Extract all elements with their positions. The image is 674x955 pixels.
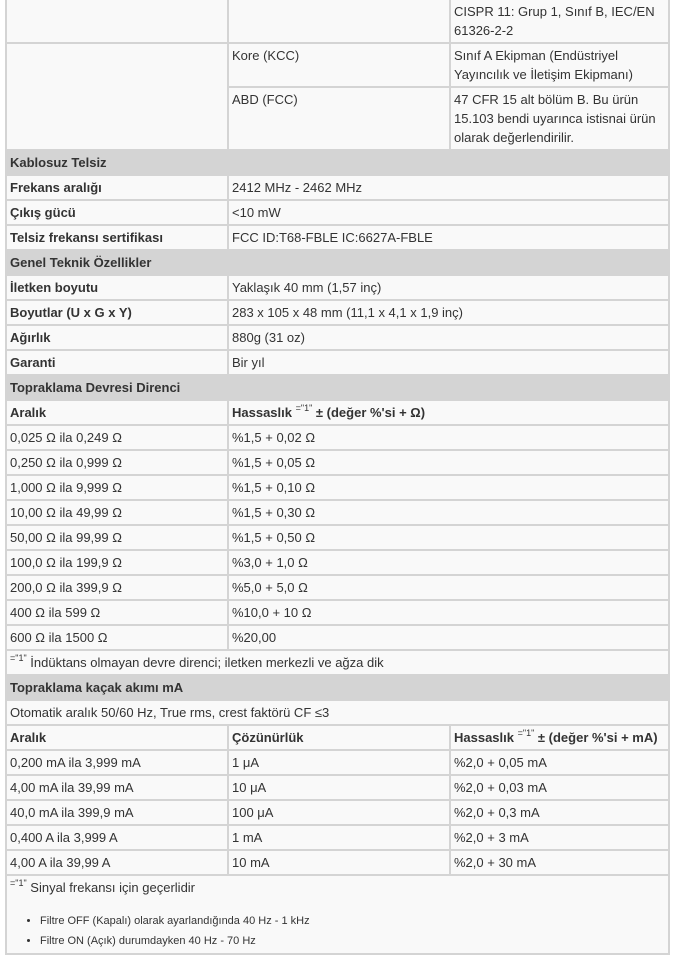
col-header-range: Aralık [7, 726, 227, 749]
accuracy-cell: %1,5 + 0,02 Ω [229, 426, 668, 449]
footnote-mark: ="1" [10, 653, 27, 663]
ground-resistance-footnote-row [7, 651, 668, 674]
regulatory-usa-label: ABD (FCC) [229, 88, 449, 149]
regulatory-region-cell [229, 0, 449, 42]
table-row [7, 476, 668, 499]
regulatory-cispr-value: CISPR 11: Grup 1, Sınıf B, IEC/EN 61326-2-2 [451, 0, 668, 42]
range-cell: 200,0 Ω ila 399,9 Ω [7, 576, 227, 599]
wireless-row [7, 201, 668, 224]
range-cell: 600 Ω ila 1500 Ω [7, 626, 227, 649]
range-cell: 0,025 Ω ila 0,249 Ω [7, 426, 227, 449]
ground-resistance-footnote [7, 651, 668, 674]
range-cell: 100,0 Ω ila 199,9 Ω [7, 551, 227, 574]
range-cell: 50,00 Ω ila 99,99 Ω [7, 526, 227, 549]
range-cell: 4,00 mA ila 39,99 mA [7, 776, 227, 799]
range-cell: 10,00 Ω ila 49,99 Ω [7, 501, 227, 524]
leakage-footnote-row [7, 876, 668, 953]
regulatory-empty-cell [7, 44, 227, 149]
footnote-mark: ="1" [10, 878, 27, 888]
filter-notes-list [10, 911, 665, 951]
general-value: 283 x 105 x 48 mm (11,1 x 4,1 x 1,9 inç) [229, 301, 668, 324]
wireless-title: Kablosuz Telsiz [7, 151, 668, 174]
col-header-resolution: Çözünürlük [229, 726, 449, 749]
section-header-wireless [7, 151, 668, 174]
table-row [7, 426, 668, 449]
range-cell: 0,200 mA ila 3,999 mA [7, 751, 227, 774]
accuracy-cell: %3,0 + 1,0 Ω [229, 551, 668, 574]
table-row [7, 776, 668, 799]
table-row [7, 501, 668, 524]
accuracy-cell: %2,0 + 0,03 mA [451, 776, 668, 799]
ground-resistance-title: Topraklama Devresi Direnci [7, 376, 668, 399]
general-value: Bir yıl [229, 351, 668, 374]
resolution-cell: 10 μA [229, 776, 449, 799]
accuracy-cell: %2,0 + 0,05 mA [451, 751, 668, 774]
range-cell: 4,00 A ila 39,99 A [7, 851, 227, 874]
regulatory-row-korea [7, 44, 668, 86]
accuracy-unit: ± (değer %'si + mA) [537, 730, 658, 745]
footnote-text: İndüktans olmayan devre direnci; iletken merkezli ve ağza dik [30, 655, 384, 670]
table-row [7, 626, 668, 649]
accuracy-cell: %2,0 + 0,3 mA [451, 801, 668, 824]
leakage-title: Topraklama kaçak akımı mA [7, 676, 668, 699]
leakage-footnote [7, 876, 668, 953]
accuracy-cell: %5,0 + 5,0 Ω [229, 576, 668, 599]
list-item: • Filtre OFF (Kapalı) olarak ayarlandığında 40 Hz - 1 kHz [40, 911, 665, 931]
accuracy-footnote-mark: ="1" [295, 403, 313, 413]
range-cell: 1,000 Ω ila 9,999 Ω [7, 476, 227, 499]
resolution-cell: 10 mA [229, 851, 449, 874]
accuracy-cell: %2,0 + 3 mA [451, 826, 668, 849]
regulatory-usa-value: 47 CFR 15 alt bölüm B. Bu ürün 15.103 bendi uyarınca istisnai ürün olarak değerlendirilir. [451, 88, 668, 149]
accuracy-cell: %2,0 + 30 mA [451, 851, 668, 874]
accuracy-unit: ± (değer %'si + Ω) [315, 405, 426, 420]
general-label: İletken boyutu [7, 276, 227, 299]
resolution-cell: 1 mA [229, 826, 449, 849]
wireless-value: 2412 MHz - 2462 MHz [229, 176, 668, 199]
wireless-label: Çıkış gücü [7, 201, 227, 224]
accuracy-label: Hassaslık [454, 730, 514, 745]
wireless-row [7, 176, 668, 199]
ground-resistance-header-row [7, 401, 668, 424]
wireless-label: Telsiz frekansı sertifikası [7, 226, 227, 249]
col-header-range: Aralık [7, 401, 227, 424]
wireless-label: Frekans aralığı [7, 176, 227, 199]
general-row [7, 301, 668, 324]
section-header-general [7, 251, 668, 274]
accuracy-cell: %1,5 + 0,05 Ω [229, 451, 668, 474]
wireless-value: FCC ID:T68-FBLE IC:6627A-FBLE [229, 226, 668, 249]
leakage-subtitle: Otomatik aralık 50/60 Hz, True rms, crest faktörü CF ≤3 [7, 701, 668, 724]
accuracy-cell: %20,00 [229, 626, 668, 649]
wireless-row [7, 226, 668, 249]
col-header-accuracy [451, 726, 668, 749]
table-row [7, 801, 668, 824]
accuracy-label: Hassaslık [232, 405, 292, 420]
table-row [7, 751, 668, 774]
general-value: 880g (31 oz) [229, 326, 668, 349]
section-header-leakage [7, 676, 668, 699]
accuracy-cell: %1,5 + 0,50 Ω [229, 526, 668, 549]
range-cell: 0,400 A ila 3,999 A [7, 826, 227, 849]
range-cell: 0,250 Ω ila 0,999 Ω [7, 451, 227, 474]
table-row [7, 551, 668, 574]
general-label: Boyutlar (U x G x Y) [7, 301, 227, 324]
table-row [7, 451, 668, 474]
table-row [7, 851, 668, 874]
table-row [7, 526, 668, 549]
spec-table [5, 0, 670, 955]
general-row [7, 351, 668, 374]
leakage-header-row [7, 726, 668, 749]
general-title: Genel Teknik Özellikler [7, 251, 668, 274]
resolution-cell: 100 μA [229, 801, 449, 824]
list-item: • Filtre ON (Açık) durumdayken 40 Hz - 70 Hz [40, 931, 665, 951]
regulatory-korea-value: Sınıf A Ekipman (Endüstriyel Yayıncılık ve İletişim Ekipmanı) [451, 44, 668, 86]
accuracy-cell: %1,5 + 0,10 Ω [229, 476, 668, 499]
general-row [7, 326, 668, 349]
range-cell: 40,0 mA ila 399,9 mA [7, 801, 227, 824]
wireless-value: <10 mW [229, 201, 668, 224]
regulatory-label-cell [7, 0, 227, 42]
table-row [7, 576, 668, 599]
section-header-ground-resistance [7, 376, 668, 399]
table-row [7, 826, 668, 849]
accuracy-cell: %10,0 + 10 Ω [229, 601, 668, 624]
general-label: Ağırlık [7, 326, 227, 349]
range-cell: 400 Ω ila 599 Ω [7, 601, 227, 624]
general-label: Garanti [7, 351, 227, 374]
resolution-cell: 1 μA [229, 751, 449, 774]
accuracy-footnote-mark: ="1" [517, 728, 535, 738]
col-header-accuracy [229, 401, 668, 424]
accuracy-cell: %1,5 + 0,30 Ω [229, 501, 668, 524]
general-row [7, 276, 668, 299]
leakage-subtitle-row [7, 701, 668, 724]
spec-page [5, 0, 670, 955]
general-value: Yaklaşık 40 mm (1,57 inç) [229, 276, 668, 299]
table-row [7, 601, 668, 624]
regulatory-korea-label: Kore (KCC) [229, 44, 449, 86]
footnote-text: Sinyal frekansı için geçerlidir [30, 880, 196, 895]
